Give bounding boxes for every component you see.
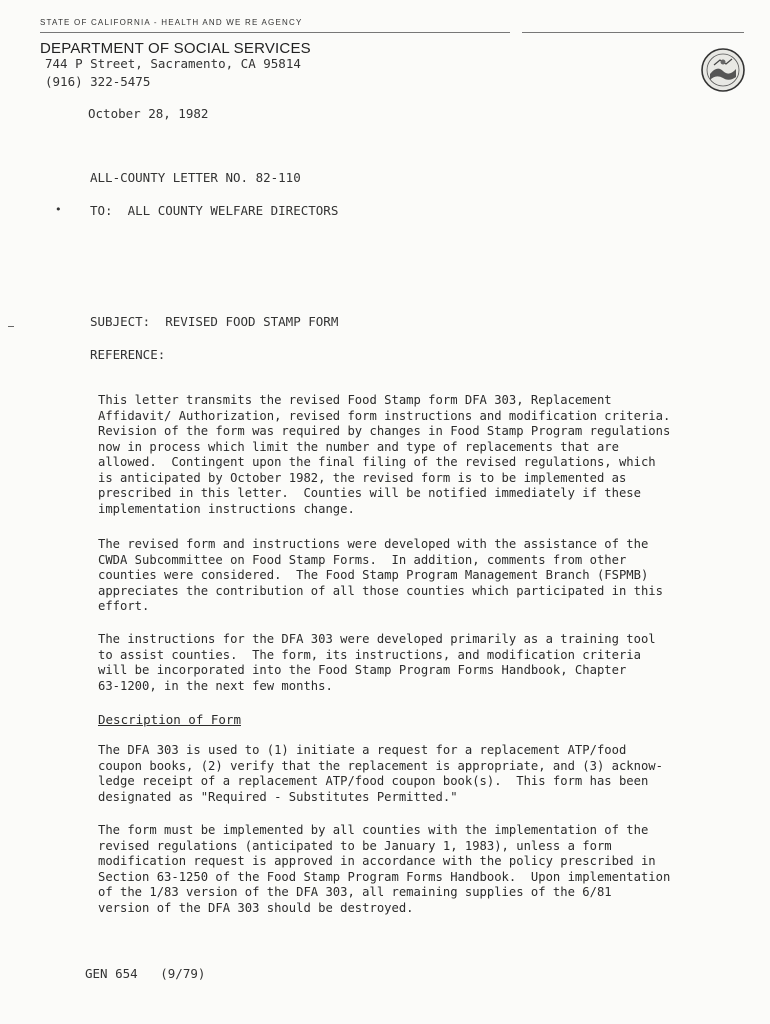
- text-line: of the 1/83 version of the DFA 303, all remaining supplies of the 6/81: [98, 885, 612, 899]
- body-paragraph-3: [98, 632, 698, 694]
- text-line: modification request is approved in accordance with the policy prescribed in: [98, 854, 656, 868]
- text-line: Revision of the form was required by changes in Food Stamp Program regulations: [98, 424, 671, 438]
- section-heading: Description of Form: [98, 712, 241, 727]
- text-line: allowed. Contingent upon the final filing of the revised regulations, which: [98, 455, 656, 469]
- text-line: The instructions for the DFA 303 were developed primarily as a training tool: [98, 632, 656, 646]
- text-line: The revised form and instructions were developed with the assistance of the: [98, 537, 649, 551]
- department-phone: (916) 322-5475: [45, 74, 151, 89]
- text-line: version of the DFA 303 should be destroyed.: [98, 900, 414, 915]
- agency-line: STATE OF CALIFORNIA - HEALTH AND WE RE AGENCY: [40, 18, 303, 27]
- header-rule-left: [40, 32, 510, 33]
- letter-date: October 28, 1982: [88, 106, 209, 121]
- text-line: The DFA 303 is used to (1) initiate a request for a replacement ATP/food: [98, 743, 627, 757]
- text-line: ledge receipt of a replacement ATP/food coupon book(s). This form has been: [98, 774, 649, 788]
- text-line: The form must be implemented by all counties with the implementation of the: [98, 823, 649, 837]
- text-line: designated as "Required - Substitutes Permitted.": [98, 789, 458, 804]
- text-line: Affidavit/ Authorization, revised form instructions and modification criteria.: [98, 408, 671, 423]
- text-line: appreciates the contribution of all those counties which participated in this: [98, 583, 663, 598]
- text-line: Section 63-1250 of the Food Stamp Program Forms Handbook. Upon implementation: [98, 869, 671, 884]
- section-paragraph-2: [98, 823, 698, 916]
- subject-line: SUBJECT: REVISED FOOD STAMP FORM: [90, 314, 339, 329]
- text-line: This letter transmits the revised Food Stamp form DFA 303, Replacement: [98, 393, 612, 407]
- text-line: CWDA Subcommittee on Food Stamp Forms. In addition, comments from other: [98, 552, 627, 567]
- text-line: will be incorporated into the Food Stamp Program Forms Handbook, Chapter: [98, 663, 627, 677]
- recipient-line: TO: ALL COUNTY WELFARE DIRECTORS: [90, 203, 339, 218]
- department-name: DEPARTMENT OF SOCIAL SERVICES: [40, 40, 311, 57]
- bullet-mark: •: [55, 203, 62, 216]
- text-line: effort.: [98, 599, 150, 613]
- text-line: prescribed in this letter. Counties will be notified immediately if these: [98, 486, 641, 500]
- text-line: is anticipated by October 1982, the revised form is to be implemented as: [98, 470, 627, 485]
- text-line: now in process which limit the number and type of replacements that are: [98, 439, 619, 454]
- text-line: to assist counties. The form, its instructions, and modification criteria: [98, 647, 641, 662]
- letter-number: ALL-COUNTY LETTER NO. 82-110: [90, 170, 301, 185]
- text-line: 63-1200, in the next few months.: [98, 678, 333, 693]
- text-line: implementation instructions change.: [98, 501, 355, 516]
- margin-mark: [8, 326, 14, 327]
- text-line: revised regulations (anticipated to be January 1, 1983), unless a form: [98, 838, 612, 853]
- text-line: coupon books, (2) verify that the replacement is appropriate, and (3) acknow-: [98, 758, 663, 773]
- header-rule-right: [522, 32, 744, 33]
- state-seal-icon: [700, 47, 746, 93]
- form-footer: GEN 654 (9/79): [85, 966, 206, 981]
- department-address: 744 P Street, Sacramento, CA 95814: [45, 56, 301, 71]
- reference-line: REFERENCE:: [90, 347, 166, 362]
- body-paragraph-1: [98, 393, 698, 517]
- body-paragraph-2: [98, 537, 698, 615]
- section-paragraph-1: [98, 743, 698, 805]
- text-line: counties were considered. The Food Stamp Program Management Branch (FSPMB): [98, 568, 649, 582]
